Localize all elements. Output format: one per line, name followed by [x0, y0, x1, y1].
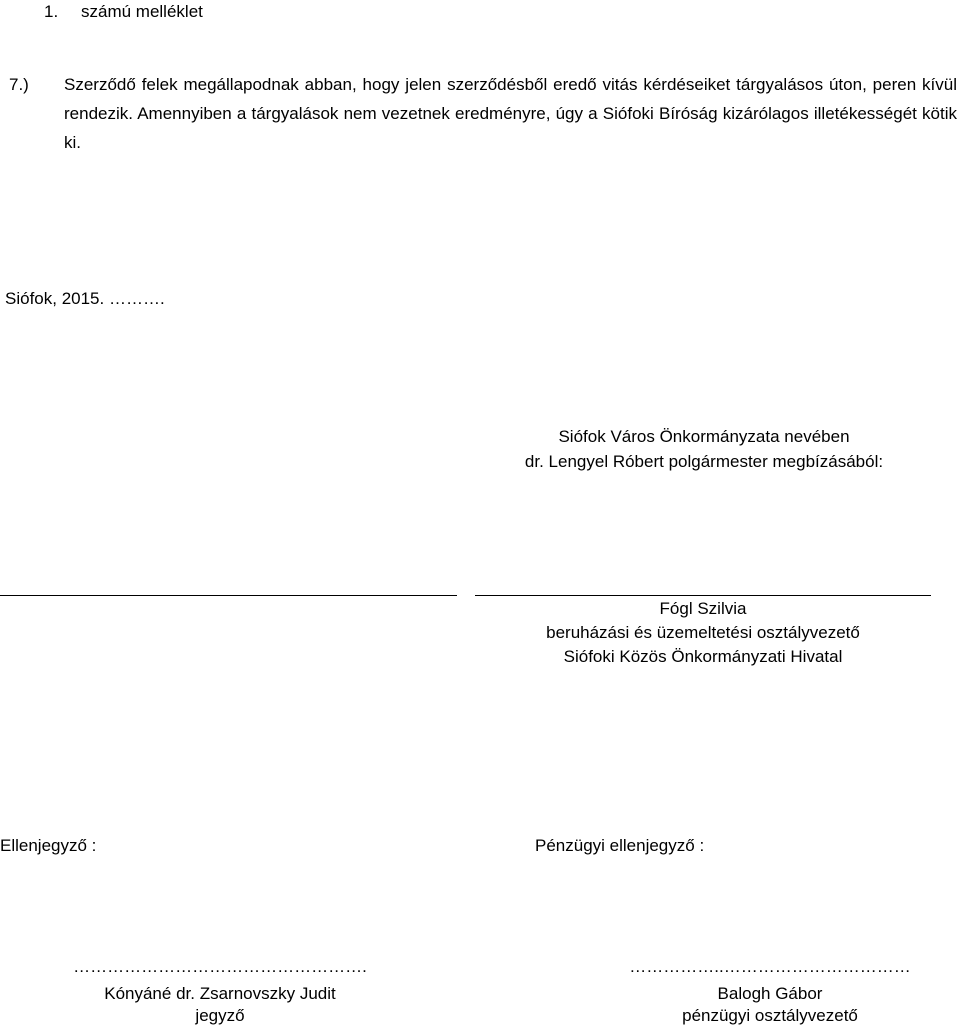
representative-line-1: Siófok Város Önkormányzata nevében [558, 427, 850, 446]
clause-text: Szerződő felek megállapodnak abban, hogy jelen szerződésből eredő vitás kérdéseiket tárgyalásos úton, peren kívül rendezik. Amennyiben a tárgyalások nem vezetnek eredményre, úgy a Siófoki Bíróság kizárólagos illetékességét kötik ki. [64, 75, 957, 152]
signature-line-left [0, 595, 457, 596]
representative-line-2: dr. Lengyel Róbert polgármester megbízásából: [524, 452, 884, 471]
clause-paragraph [9, 70, 957, 157]
signature-line-right [475, 595, 931, 596]
signatory-title: beruházási és üzemeltetési osztályvezető [546, 623, 860, 642]
countersign-right-name: Balogh Gábor [717, 984, 823, 1003]
countersign-left-role: jegyző [195, 1006, 245, 1025]
countersign-dots-right: ……………..…………………………… [629, 957, 911, 976]
annex-label: számú melléklet [81, 2, 203, 21]
countersign-label: Ellenjegyző : [0, 836, 97, 855]
place-date: Siófok, 2015. ………. [5, 289, 165, 308]
countersign-right-role: pénzügyi osztályvezető [682, 1006, 858, 1025]
countersign-dots-left: ……………………………………………. [73, 957, 367, 976]
signatory-org: Siófoki Közös Önkormányzati Hivatal [563, 647, 843, 666]
signatory-name: Fógl Szilvia [659, 599, 747, 618]
clause-number: 7.) [9, 75, 29, 94]
financial-countersign-label: Pénzügyi ellenjegyző : [535, 836, 705, 855]
countersign-left-name: Kónyáné dr. Zsarnovszky Judit [104, 984, 336, 1003]
annex-number: 1. [44, 2, 59, 21]
